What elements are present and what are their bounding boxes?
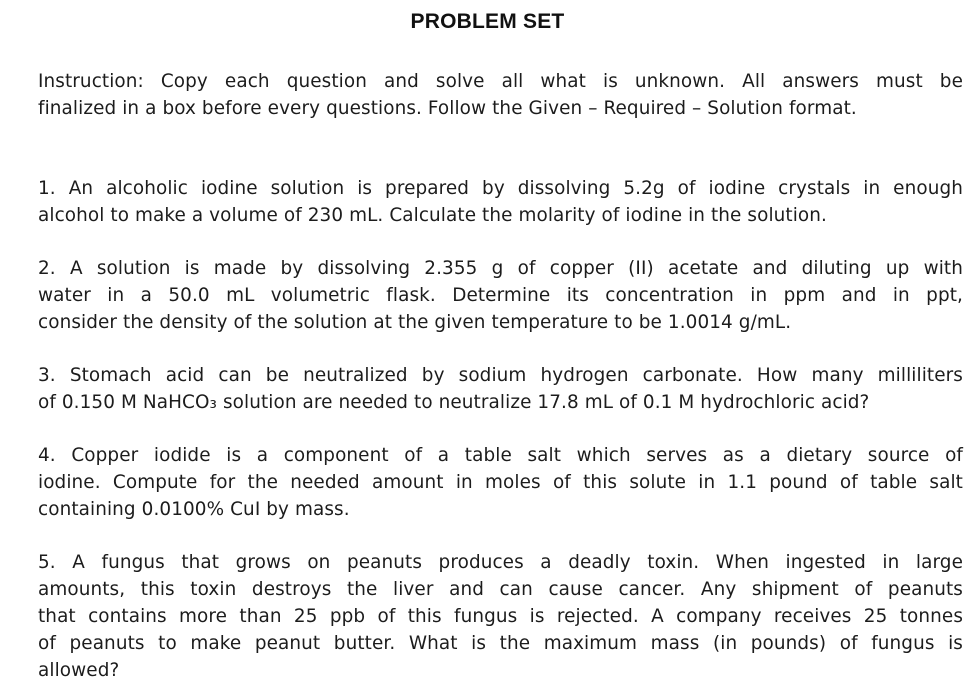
question-line: iodine. Compute for the needed amount in moles of this solute in 1.1 pound of table salt [38,472,963,493]
instruction-line: Instruction: Copy each question and solve all what is unknown. All answers must be [38,71,963,92]
page-title: PROBLEM SET [410,10,565,33]
question-line: of 0.150 M NaHCO₃ solution are needed to neutralize 17.8 mL of 0.1 M hydrochloric acid? [38,392,870,413]
question-5 [38,549,963,684]
question-line: alcohol to make a volume of 230 mL. Calculate the molarity of iodine in the solution. [38,205,827,226]
instruction-paragraph [38,68,963,122]
question-4 [38,442,963,523]
question-line: of peanuts to make peanut butter. What is the maximum mass (in pounds) of fungus is [38,633,963,654]
question-line: consider the density of the solution at the given temperature to be 1.0014 g/mL. [38,312,792,333]
question-line: allowed? [38,660,120,681]
question-2 [38,255,963,336]
question-line: 2. A solution is made by dissolving 2.355 g of copper (II) acetate and diluting up with [38,258,963,279]
question-1 [38,175,963,229]
instruction-line: finalized in a box before every questions. Follow the Given – Required – Solution format. [38,98,857,119]
question-line: amounts, this toxin destroys the liver and can cause cancer. Any shipment of peanuts [38,579,963,600]
question-line: 1. An alcoholic iodine solution is prepared by dissolving 5.2g of iodine crystals in enough [38,178,963,199]
question-line: 4. Copper iodide is a component of a table salt which serves as a dietary source of [38,445,963,466]
question-line: water in a 50.0 mL volumetric flask. Determine its concentration in ppm and in ppt, [38,285,963,306]
question-line: 5. A fungus that grows on peanuts produces a deadly toxin. When ingested in large [38,552,963,573]
question-line: containing 0.0100% CuI by mass. [38,499,350,520]
question-line: that contains more than 25 ppb of this fungus is rejected. A company receives 25 tonnes [38,606,963,627]
question-line: 3. Stomach acid can be neutralized by sodium hydrogen carbonate. How many milliliters [38,365,963,386]
question-3 [38,362,963,416]
